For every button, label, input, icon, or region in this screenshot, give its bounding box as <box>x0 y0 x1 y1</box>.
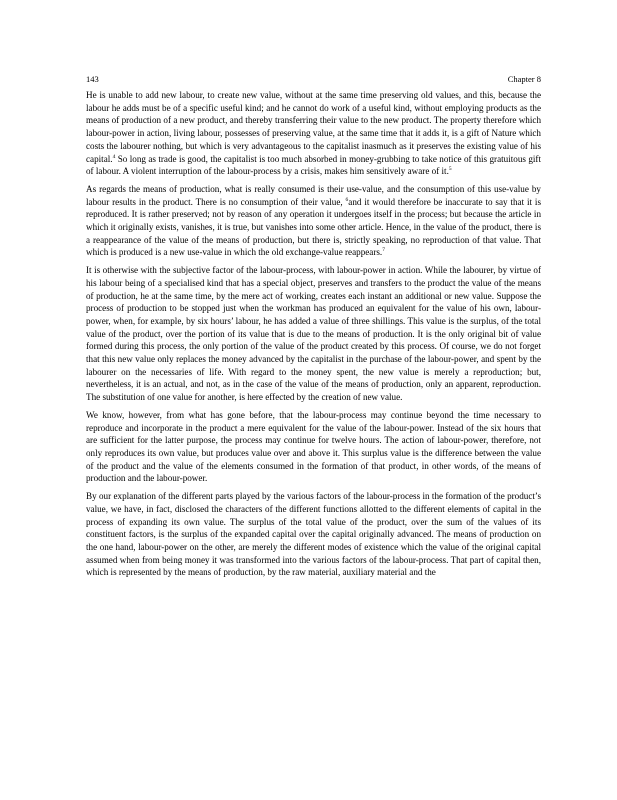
chapter-label: Chapter 8 <box>507 74 541 84</box>
footnote-ref[interactable]: 7 <box>382 247 385 254</box>
text-run: We know, however, from what has gone before, that the labour-process may continue beyond the time necessary to reproduce and incorporate in the product a mere equivalent for the value of the labour-power. Instead of the six hours that are sufficient for the latter purpose, the process may continue for twelve hours. The action of labour-power, therefore, not only reproduces its own value, but produces value over and above it. This surplus value is the difference between the value of the product and the value of the elements consumed in the formation of that product, in other words, of the means of production and the labour-power. <box>86 409 541 484</box>
footnote-ref[interactable]: 6 <box>345 196 349 203</box>
text-run: As regards the means of production, what is really consumed is their use-value, and the consumption of this use-value by labour results in the product. There is no consumption of their value, <box>86 183 541 207</box>
paragraph-3 <box>86 264 541 404</box>
text-run: So long as trade is good, the capitalist is too much absorbed in money-grubbing to take notice of this gratuitous gift of labour. A violent interruption of the labour-process by a crisis, makes him sensitively aware of it. <box>86 153 541 177</box>
footnote-ref[interactable]: 4 <box>112 153 116 160</box>
text-run: It is otherwise with the subjective factor of the labour-process, with labour-power in action. While the labourer, by virtue of his labour being of a specialised kind that has a special object, preserves and transfers to the product the value of the means of production, he at the same time, by the mere act of working, creates each instant an additional or new value. Suppose the process of production to be stopped just when the workman has produced an equivalent for the value of his own, labour-power, when, for example, by six hours’ labour, he has added a value of three shillings. This value is the surplus, of the total value of the product, over the portion of its value that is due to the means of production. It is the only original bit of value formed during this process, the only portion of the value of the product created by this process. Of course, we do not forget that this new value only replaces the money advanced by the capitalist in the purchase of the labour-power, and spent by the labourer on the necessaries of life. With regard to the money spent, the new value is merely a reproduction; but, nevertheless, it is an actual, and not, as in the case of the value of the means of production, only an apparent, reproduction. The substitution of one value for another, is here effected by the creation of new value. <box>86 265 541 403</box>
paragraph-4 <box>86 409 541 485</box>
paragraph-2 <box>86 183 541 259</box>
text-run: He is unable to add new labour, to create new value, without at the same time preserving old values, and this, because the labour he adds must be of a specific useful kind; and he cannot do work of a useful kind, without employing products as the means of production of a new product, and thereby transferring their value to the new product. The property therefore which labour-power in action, living labour, possesses of preserving value, at the same time that it adds it, is a gift of Nature which costs the labourer nothing, but which is very advantageous to the capitalist inasmuch as it preserves the existing value of his capital. <box>86 90 541 164</box>
page-number: 143 <box>86 74 99 84</box>
document-page <box>86 74 541 584</box>
footnote-ref[interactable]: 5 <box>448 166 452 173</box>
paragraph-5 <box>86 490 541 579</box>
text-run: and it would therefore be inaccurate to say that it is reproduced. It is rather preserved; not by reason of any operation it undergoes itself in the process; but because the article in which it originally exists, vanishes, it is true, but vanishes into some other article. Hence, in the value of the product, there is a reappearance of the value of the means of production, but there is, strictly speaking, no reproduction of that value. That which is produced is a new use-value in which the old exchange-value reappears. <box>86 196 541 258</box>
text-run: By our explanation of the different parts played by the various factors of the labour-process in the formation of the product’s value, we have, in fact, disclosed the characters of the different functions allotted to the different elements of capital in the process of expanding its own value. The surplus of the total value of the product, over the sum of the values of its constituent factors, is the surplus of the expanded capital over the capital originally advanced. The means of production on the one hand, labour-power on the other, are merely the different modes of existence which the value of the original capital assumed when from being money it was transformed into the various factors of the labour-process. That part of capital then, which is represented by the means of production, by the raw material, auxiliary material and the <box>86 491 541 578</box>
paragraph-1 <box>86 89 541 178</box>
page-header <box>86 74 541 85</box>
